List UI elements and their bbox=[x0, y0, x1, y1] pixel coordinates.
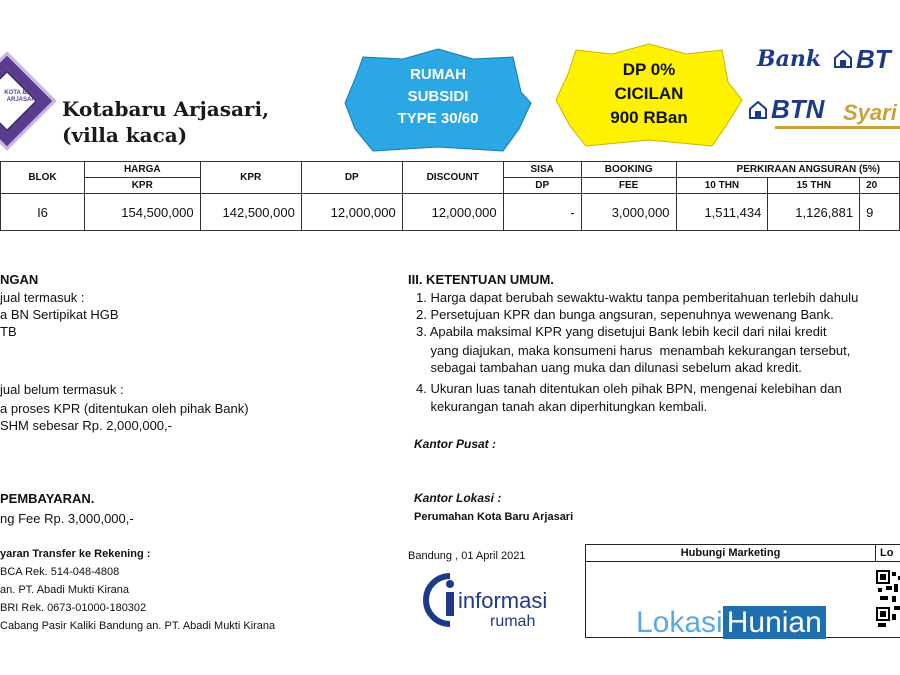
ketentuan-item: kekurangan tanah akan diperhitungkan kembali. bbox=[416, 399, 708, 414]
ketentuan-item: yang diajukan, maka konsumeni harus menambah kekurangan tersebut, bbox=[416, 343, 851, 358]
col-angsuran: PERKIRAAN ANGSURAN (5%) bbox=[676, 162, 899, 178]
ketentuan-item: 3. Apabila maksimal KPR yang disetujui Bank lebih kecil dari nilai kredit bbox=[416, 324, 827, 339]
col-kpr: KPR bbox=[200, 162, 301, 194]
info-logo-main: informasi bbox=[458, 588, 548, 613]
kantor-pusat-label: Kantor Pusat : bbox=[414, 437, 497, 451]
cell-kpr: 142,500,000 bbox=[200, 194, 301, 231]
perumahan-address: Perumahan Kota Baru Arjasari bbox=[414, 511, 574, 523]
badge-line: RUMAH bbox=[410, 66, 466, 83]
bank-account: BRI Rek. 0673-01000-180302 bbox=[0, 602, 147, 614]
subsidi-badge bbox=[343, 64, 533, 130]
col-booking-fee: FEE bbox=[581, 178, 676, 194]
hubungi-marketing-header: Hubungi Marketing bbox=[586, 545, 876, 562]
cell-discount: 12,000,000 bbox=[402, 194, 503, 231]
info-logo-sub: rumah bbox=[490, 613, 536, 630]
cell-angsuran-10: 1,511,434 bbox=[676, 194, 768, 231]
booking-fee-text: ng Fee Rp. 3,000,000,- bbox=[0, 511, 134, 526]
badge-line: CICILAN bbox=[614, 84, 684, 103]
btn-syariah-house-icon bbox=[749, 101, 767, 119]
price-table bbox=[0, 161, 900, 231]
harga-belum-label: jual belum termasuk : bbox=[0, 382, 124, 397]
bank-account-holder: an. PT. Abadi Mukti Kirana bbox=[0, 584, 130, 596]
harga-belum-item: SHM sebesar Rp. 2,000,000,- bbox=[0, 418, 172, 433]
cell-harga-kpr: 154,500,000 bbox=[84, 194, 200, 231]
ketentuan-title: III. KETENTUAN UMUM. bbox=[408, 272, 554, 287]
col-harga: HARGA bbox=[84, 162, 200, 178]
harga-termasuk-item: TB bbox=[0, 324, 17, 339]
col-blok: BLOK bbox=[1, 162, 85, 194]
btn-house-icon bbox=[834, 50, 852, 68]
informasi-rumah-logo bbox=[420, 570, 580, 630]
lokasi-header: Lo bbox=[876, 545, 900, 562]
col-10thn: 10 THN bbox=[676, 178, 768, 194]
harga-belum-item: a proses KPR (ditentukan oleh pihak Bank) bbox=[0, 401, 249, 416]
harga-termasuk-label: jual termasuk : bbox=[0, 290, 85, 305]
transfer-title: yaran Transfer ke Rekening : bbox=[0, 548, 151, 560]
qr-code-icon bbox=[876, 570, 900, 628]
ketentuan-item: sebagai tambahan uang muka dan dilunasi sebelum akad kredit. bbox=[416, 360, 802, 375]
section-pembayaran-title: PEMBAYARAN. bbox=[0, 491, 95, 506]
table-header-row bbox=[1, 162, 900, 178]
bank-btn-brand: BT bbox=[856, 44, 891, 74]
table-row bbox=[1, 194, 900, 231]
watermark-part2: Hunian bbox=[723, 606, 826, 639]
kantor-lokasi-label: Kantor Lokasi : bbox=[414, 491, 502, 505]
bank-btn-label: Bank bbox=[757, 46, 822, 72]
col-harga-kpr: KPR bbox=[84, 178, 200, 194]
section-keterangan-title: NGAN bbox=[0, 272, 39, 287]
col-booking: BOOKING bbox=[581, 162, 676, 178]
bank-account-holder: Cabang Pasir Kaliki Bandung an. PT. Abadi Mukti Kirana bbox=[0, 620, 276, 632]
company-name bbox=[62, 96, 269, 148]
ketentuan-item: 1. Harga dapat berubah sewaktu-waktu tanpa pemberitahuan terlebih dahulu bbox=[416, 290, 859, 305]
dp-badge bbox=[554, 58, 744, 130]
cell-booking-fee: 3,000,000 bbox=[581, 194, 676, 231]
bank-btn-syariah: BTN bbox=[771, 94, 825, 124]
company-line2: (villa kaca) bbox=[62, 123, 188, 147]
col-20thn: 20 bbox=[860, 178, 900, 194]
watermark-part1: Lokasi bbox=[636, 606, 723, 639]
col-sisa: SISA bbox=[503, 162, 581, 178]
cell-blok: I6 bbox=[1, 194, 85, 231]
document-date: Bandung , 01 April 2021 bbox=[408, 550, 526, 562]
logo-text: KOTA BARU ARJASARI bbox=[4, 90, 40, 103]
cell-angsuran-15: 1,126,881 bbox=[768, 194, 860, 231]
col-sisa-dp: DP bbox=[503, 178, 581, 194]
col-discount: DISCOUNT bbox=[402, 162, 503, 194]
col-15thn: 15 THN bbox=[768, 178, 860, 194]
ketentuan-item: 2. Persetujuan KPR dan bunga angsuran, sepenuhnya wewenang Bank. bbox=[416, 307, 834, 322]
watermark bbox=[636, 606, 826, 640]
badge-line: TYPE 30/60 bbox=[397, 110, 479, 127]
company-line1: Kotabaru Arjasari, bbox=[62, 97, 270, 121]
bank-account: BCA Rek. 514-048-4808 bbox=[0, 566, 120, 578]
cell-angsuran-20: 9 bbox=[860, 194, 900, 231]
col-dp: DP bbox=[301, 162, 402, 194]
bank-underline bbox=[775, 126, 900, 129]
bank-syariah-suffix: Syari bbox=[843, 100, 897, 125]
cell-sisa-dp: - bbox=[503, 194, 581, 231]
badge-line: DP 0% bbox=[622, 60, 676, 79]
ketentuan-item: 4. Ukuran luas tanah ditentukan oleh pihak BPN, mengenai kelebihan dan bbox=[416, 381, 842, 396]
cell-dp: 12,000,000 bbox=[301, 194, 402, 231]
harga-termasuk-item: a BN Sertipikat HGB bbox=[0, 307, 119, 322]
badge-line: 900 RBan bbox=[610, 108, 688, 127]
badge-line: SUBSIDI bbox=[407, 88, 469, 105]
